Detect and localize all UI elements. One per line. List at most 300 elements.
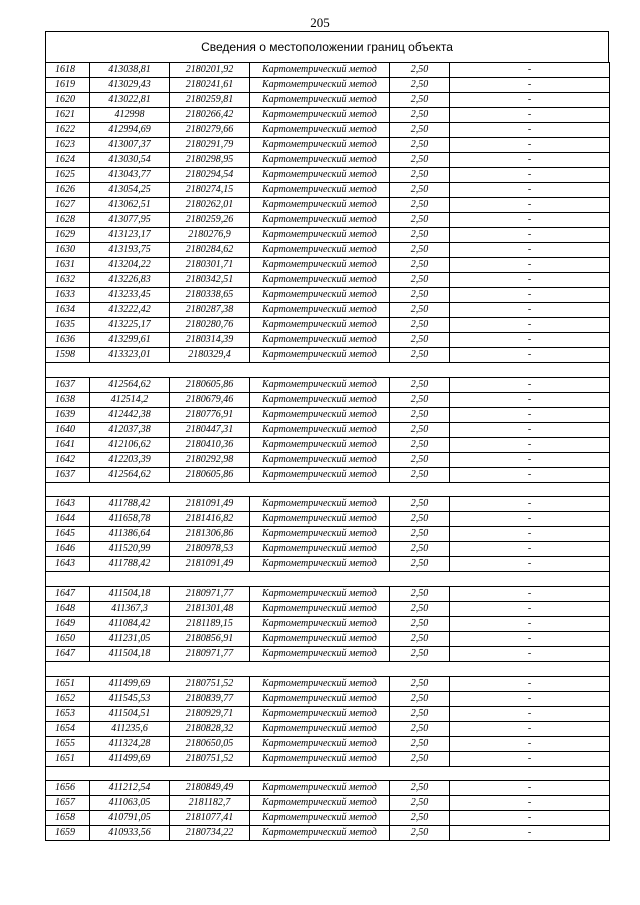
table-row [46,721,610,736]
description-cell: - [450,527,610,542]
description-cell: - [450,183,610,198]
table-row [46,751,610,766]
x-coordinate-cell: 411658,78 [90,512,170,527]
x-coordinate-cell: 411545,53 [90,691,170,706]
accuracy-cell: 2,50 [390,691,450,706]
y-coordinate-cell: 2180276,9 [170,228,250,243]
description-cell: - [450,691,610,706]
y-coordinate-cell: 2180298,95 [170,153,250,168]
description-cell: - [450,407,610,422]
description-cell: - [450,796,610,811]
y-coordinate-cell: 2180287,38 [170,303,250,318]
y-coordinate-cell: 2180329,4 [170,348,250,363]
point-number-cell: 1658 [46,811,90,826]
x-coordinate-cell: 413226,83 [90,273,170,288]
point-number-cell: 1648 [46,601,90,616]
accuracy-cell: 2,50 [390,796,450,811]
y-coordinate-cell: 2180410,36 [170,437,250,452]
point-number-cell: 1641 [46,437,90,452]
point-number-cell: 1620 [46,93,90,108]
x-coordinate-cell: 413123,17 [90,228,170,243]
method-cell: Картометрический метод [250,586,390,601]
point-number-cell: 1627 [46,198,90,213]
x-coordinate-cell: 411504,51 [90,706,170,721]
accuracy-cell: 2,50 [390,631,450,646]
description-cell: - [450,422,610,437]
x-coordinate-cell: 411367,3 [90,601,170,616]
table-row [46,646,610,661]
accuracy-cell: 2,50 [390,601,450,616]
x-coordinate-cell: 411324,28 [90,736,170,751]
table-row [46,437,610,452]
description-cell: - [450,721,610,736]
x-coordinate-cell: 411499,69 [90,751,170,766]
y-coordinate-cell: 2180971,77 [170,646,250,661]
accuracy-cell: 2,50 [390,437,450,452]
table-row [46,467,610,482]
method-cell: Картометрический метод [250,826,390,841]
table-row [46,168,610,183]
point-number-cell: 1651 [46,676,90,691]
group-separator-row [46,661,610,676]
method-cell: Картометрический метод [250,303,390,318]
accuracy-cell: 2,50 [390,781,450,796]
accuracy-cell: 2,50 [390,303,450,318]
accuracy-cell: 2,50 [390,183,450,198]
table-row [46,63,610,78]
accuracy-cell: 2,50 [390,706,450,721]
y-coordinate-cell: 2180279,66 [170,123,250,138]
table-row [46,392,610,407]
x-coordinate-cell: 411504,18 [90,586,170,601]
accuracy-cell: 2,50 [390,721,450,736]
description-cell: - [450,706,610,721]
description-cell: - [450,243,610,258]
table-row [46,497,610,512]
y-coordinate-cell: 2180294,54 [170,168,250,183]
y-coordinate-cell: 2181306,86 [170,527,250,542]
point-number-cell: 1618 [46,63,90,78]
point-number-cell: 1619 [46,78,90,93]
accuracy-cell: 2,50 [390,497,450,512]
group-separator-row [46,572,610,587]
x-coordinate-cell: 413233,45 [90,288,170,303]
table-row [46,318,610,333]
point-number-cell: 1632 [46,273,90,288]
point-number-cell: 1625 [46,168,90,183]
y-coordinate-cell: 2180971,77 [170,586,250,601]
method-cell: Картометрический метод [250,437,390,452]
table-row [46,213,610,228]
table-row [46,586,610,601]
accuracy-cell: 2,50 [390,333,450,348]
method-cell: Картометрический метод [250,392,390,407]
description-cell: - [450,168,610,183]
table-row [46,183,610,198]
method-cell: Картометрический метод [250,601,390,616]
y-coordinate-cell: 2180284,62 [170,243,250,258]
x-coordinate-cell: 411235,6 [90,721,170,736]
description-cell: - [450,616,610,631]
y-coordinate-cell: 2180828,32 [170,721,250,736]
x-coordinate-cell: 412998 [90,108,170,123]
point-number-cell: 1622 [46,123,90,138]
table-row [46,228,610,243]
group-separator-row [46,482,610,497]
point-number-cell: 1657 [46,796,90,811]
group-separator-row [46,766,610,781]
point-number-cell: 1646 [46,542,90,557]
y-coordinate-cell: 2180262,01 [170,198,250,213]
accuracy-cell: 2,50 [390,527,450,542]
y-coordinate-cell: 2180776,91 [170,407,250,422]
x-coordinate-cell: 413054,25 [90,183,170,198]
point-number-cell: 1645 [46,527,90,542]
method-cell: Картометрический метод [250,527,390,542]
y-coordinate-cell: 2181091,49 [170,557,250,572]
x-coordinate-cell: 411084,42 [90,616,170,631]
point-number-cell: 1598 [46,348,90,363]
method-cell: Картометрический метод [250,318,390,333]
group-separator-cell [46,661,610,676]
y-coordinate-cell: 2180839,77 [170,691,250,706]
method-cell: Картометрический метод [250,811,390,826]
accuracy-cell: 2,50 [390,93,450,108]
point-number-cell: 1649 [46,616,90,631]
y-coordinate-cell: 2180314,39 [170,333,250,348]
description-cell: - [450,348,610,363]
group-separator-cell [46,766,610,781]
description-cell: - [450,273,610,288]
y-coordinate-cell: 2180447,31 [170,422,250,437]
description-cell: - [450,467,610,482]
table-row [46,243,610,258]
table-row [46,557,610,572]
accuracy-cell: 2,50 [390,213,450,228]
point-number-cell: 1653 [46,706,90,721]
x-coordinate-cell: 411212,54 [90,781,170,796]
accuracy-cell: 2,50 [390,348,450,363]
x-coordinate-cell: 411520,99 [90,542,170,557]
description-cell: - [450,303,610,318]
y-coordinate-cell: 2180679,46 [170,392,250,407]
method-cell: Картометрический метод [250,646,390,661]
description-cell: - [450,497,610,512]
table-row [46,452,610,467]
point-number-cell: 1655 [46,736,90,751]
method-cell: Картометрический метод [250,228,390,243]
y-coordinate-cell: 2180751,52 [170,676,250,691]
description-cell: - [450,123,610,138]
accuracy-cell: 2,50 [390,138,450,153]
method-cell: Картометрический метод [250,198,390,213]
x-coordinate-cell: 410791,05 [90,811,170,826]
point-number-cell: 1647 [46,586,90,601]
point-number-cell: 1636 [46,333,90,348]
method-cell: Картометрический метод [250,183,390,198]
table-row [46,781,610,796]
method-cell: Картометрический метод [250,348,390,363]
description-cell: - [450,736,610,751]
x-coordinate-cell: 411788,42 [90,497,170,512]
table-row [46,93,610,108]
accuracy-cell: 2,50 [390,377,450,392]
point-number-cell: 1640 [46,422,90,437]
x-coordinate-cell: 413225,17 [90,318,170,333]
accuracy-cell: 2,50 [390,542,450,557]
table-row [46,78,610,93]
method-cell: Картометрический метод [250,243,390,258]
x-coordinate-cell: 411504,18 [90,646,170,661]
description-cell: - [450,781,610,796]
y-coordinate-cell: 2180266,42 [170,108,250,123]
description-cell: - [450,93,610,108]
method-cell: Картометрический метод [250,706,390,721]
accuracy-cell: 2,50 [390,736,450,751]
point-number-cell: 1623 [46,138,90,153]
method-cell: Картометрический метод [250,168,390,183]
description-cell: - [450,153,610,168]
y-coordinate-cell: 2180605,86 [170,377,250,392]
y-coordinate-cell: 2180849,49 [170,781,250,796]
accuracy-cell: 2,50 [390,108,450,123]
point-number-cell: 1650 [46,631,90,646]
table-row [46,407,610,422]
accuracy-cell: 2,50 [390,422,450,437]
point-number-cell: 1628 [46,213,90,228]
table-row [46,811,610,826]
point-number-cell: 1652 [46,691,90,706]
point-number-cell: 1643 [46,497,90,512]
method-cell: Картометрический метод [250,616,390,631]
group-separator-row [46,363,610,378]
accuracy-cell: 2,50 [390,452,450,467]
accuracy-cell: 2,50 [390,63,450,78]
table-row [46,333,610,348]
y-coordinate-cell: 2181189,15 [170,616,250,631]
accuracy-cell: 2,50 [390,616,450,631]
x-coordinate-cell: 413204,22 [90,258,170,273]
accuracy-cell: 2,50 [390,676,450,691]
description-cell: - [450,452,610,467]
method-cell: Картометрический метод [250,213,390,228]
method-cell: Картометрический метод [250,273,390,288]
table-row [46,706,610,721]
method-cell: Картометрический метод [250,138,390,153]
y-coordinate-cell: 2180751,52 [170,751,250,766]
method-cell: Картометрический метод [250,153,390,168]
method-cell: Картометрический метод [250,691,390,706]
description-cell: - [450,377,610,392]
table-row [46,123,610,138]
method-cell: Картометрический метод [250,93,390,108]
description-cell: - [450,751,610,766]
table-row [46,826,610,841]
accuracy-cell: 2,50 [390,826,450,841]
x-coordinate-cell: 413043,77 [90,168,170,183]
description-cell: - [450,586,610,601]
x-coordinate-cell: 412037,38 [90,422,170,437]
point-number-cell: 1629 [46,228,90,243]
x-coordinate-cell: 413030,54 [90,153,170,168]
point-number-cell: 1631 [46,258,90,273]
y-coordinate-cell: 2181077,41 [170,811,250,826]
y-coordinate-cell: 2181091,49 [170,497,250,512]
accuracy-cell: 2,50 [390,243,450,258]
page-number: 205 [310,15,330,30]
y-coordinate-cell: 2180280,76 [170,318,250,333]
method-cell: Картометрический метод [250,258,390,273]
table-row [46,736,610,751]
point-number-cell: 1659 [46,826,90,841]
accuracy-cell: 2,50 [390,407,450,422]
table-row [46,153,610,168]
y-coordinate-cell: 2180274,15 [170,183,250,198]
y-coordinate-cell: 2180342,51 [170,273,250,288]
table-row [46,377,610,392]
x-coordinate-cell: 410933,56 [90,826,170,841]
point-number-cell: 1635 [46,318,90,333]
method-cell: Картометрический метод [250,377,390,392]
table-row [46,258,610,273]
x-coordinate-cell: 412442,38 [90,407,170,422]
point-number-cell: 1624 [46,153,90,168]
description-cell: - [450,213,610,228]
table-row [46,676,610,691]
group-separator-cell [46,482,610,497]
method-cell: Картометрический метод [250,721,390,736]
x-coordinate-cell: 413222,42 [90,303,170,318]
method-cell: Картометрический метод [250,108,390,123]
y-coordinate-cell: 2180259,81 [170,93,250,108]
accuracy-cell: 2,50 [390,258,450,273]
accuracy-cell: 2,50 [390,646,450,661]
x-coordinate-cell: 413323,01 [90,348,170,363]
accuracy-cell: 2,50 [390,318,450,333]
y-coordinate-cell: 2181182,7 [170,796,250,811]
y-coordinate-cell: 2180650,05 [170,736,250,751]
description-cell: - [450,811,610,826]
x-coordinate-cell: 412203,39 [90,452,170,467]
y-coordinate-cell: 2180241,61 [170,78,250,93]
description-cell: - [450,333,610,348]
method-cell: Картометрический метод [250,631,390,646]
method-cell: Картометрический метод [250,123,390,138]
x-coordinate-cell: 412514,2 [90,392,170,407]
y-coordinate-cell: 2180301,71 [170,258,250,273]
y-coordinate-cell: 2180291,79 [170,138,250,153]
method-cell: Картометрический метод [250,452,390,467]
method-cell: Картометрический метод [250,796,390,811]
method-cell: Картометрический метод [250,78,390,93]
accuracy-cell: 2,50 [390,228,450,243]
description-cell: - [450,63,610,78]
accuracy-cell: 2,50 [390,153,450,168]
y-coordinate-cell: 2180929,71 [170,706,250,721]
description-cell: - [450,198,610,213]
point-number-cell: 1643 [46,557,90,572]
point-number-cell: 1621 [46,108,90,123]
point-number-cell: 1630 [46,243,90,258]
x-coordinate-cell: 413007,37 [90,138,170,153]
point-number-cell: 1639 [46,407,90,422]
method-cell: Картометрический метод [250,63,390,78]
description-cell: - [450,258,610,273]
table-row [46,796,610,811]
x-coordinate-cell: 413038,81 [90,63,170,78]
description-cell: - [450,288,610,303]
accuracy-cell: 2,50 [390,273,450,288]
method-cell: Картометрический метод [250,512,390,527]
table-row [46,198,610,213]
table-row [46,631,610,646]
point-number-cell: 1626 [46,183,90,198]
table-row [46,691,610,706]
accuracy-cell: 2,50 [390,288,450,303]
description-cell: - [450,138,610,153]
description-cell: - [450,228,610,243]
x-coordinate-cell: 412564,62 [90,377,170,392]
method-cell: Картометрический метод [250,676,390,691]
description-cell: - [450,601,610,616]
description-cell: - [450,78,610,93]
description-cell: - [450,542,610,557]
method-cell: Картометрический метод [250,467,390,482]
point-number-cell: 1637 [46,467,90,482]
table-row [46,601,610,616]
accuracy-cell: 2,50 [390,751,450,766]
table-row [46,273,610,288]
accuracy-cell: 2,50 [390,811,450,826]
x-coordinate-cell: 411063,05 [90,796,170,811]
table-row [46,527,610,542]
table-row [46,288,610,303]
point-number-cell: 1637 [46,377,90,392]
y-coordinate-cell: 2181301,48 [170,601,250,616]
accuracy-cell: 2,50 [390,557,450,572]
point-number-cell: 1651 [46,751,90,766]
method-cell: Картометрический метод [250,407,390,422]
method-cell: Картометрический метод [250,557,390,572]
table-row [46,303,610,318]
table-row [46,542,610,557]
y-coordinate-cell: 2180338,65 [170,288,250,303]
point-number-cell: 1656 [46,781,90,796]
point-number-cell: 1633 [46,288,90,303]
description-cell: - [450,108,610,123]
accuracy-cell: 2,50 [390,512,450,527]
boundary-points-table [45,62,610,841]
x-coordinate-cell: 413193,75 [90,243,170,258]
accuracy-cell: 2,50 [390,123,450,138]
description-cell: - [450,437,610,452]
table-title: Сведения о местоположении границ объекта [45,31,609,62]
y-coordinate-cell: 2181416,82 [170,512,250,527]
x-coordinate-cell: 411788,42 [90,557,170,572]
x-coordinate-cell: 412564,62 [90,467,170,482]
point-number-cell: 1647 [46,646,90,661]
method-cell: Картометрический метод [250,542,390,557]
y-coordinate-cell: 2180734,22 [170,826,250,841]
table-row [46,108,610,123]
point-number-cell: 1654 [46,721,90,736]
table-row [46,422,610,437]
description-cell: - [450,676,610,691]
point-number-cell: 1634 [46,303,90,318]
description-cell: - [450,318,610,333]
table-row [46,348,610,363]
y-coordinate-cell: 2180978,53 [170,542,250,557]
